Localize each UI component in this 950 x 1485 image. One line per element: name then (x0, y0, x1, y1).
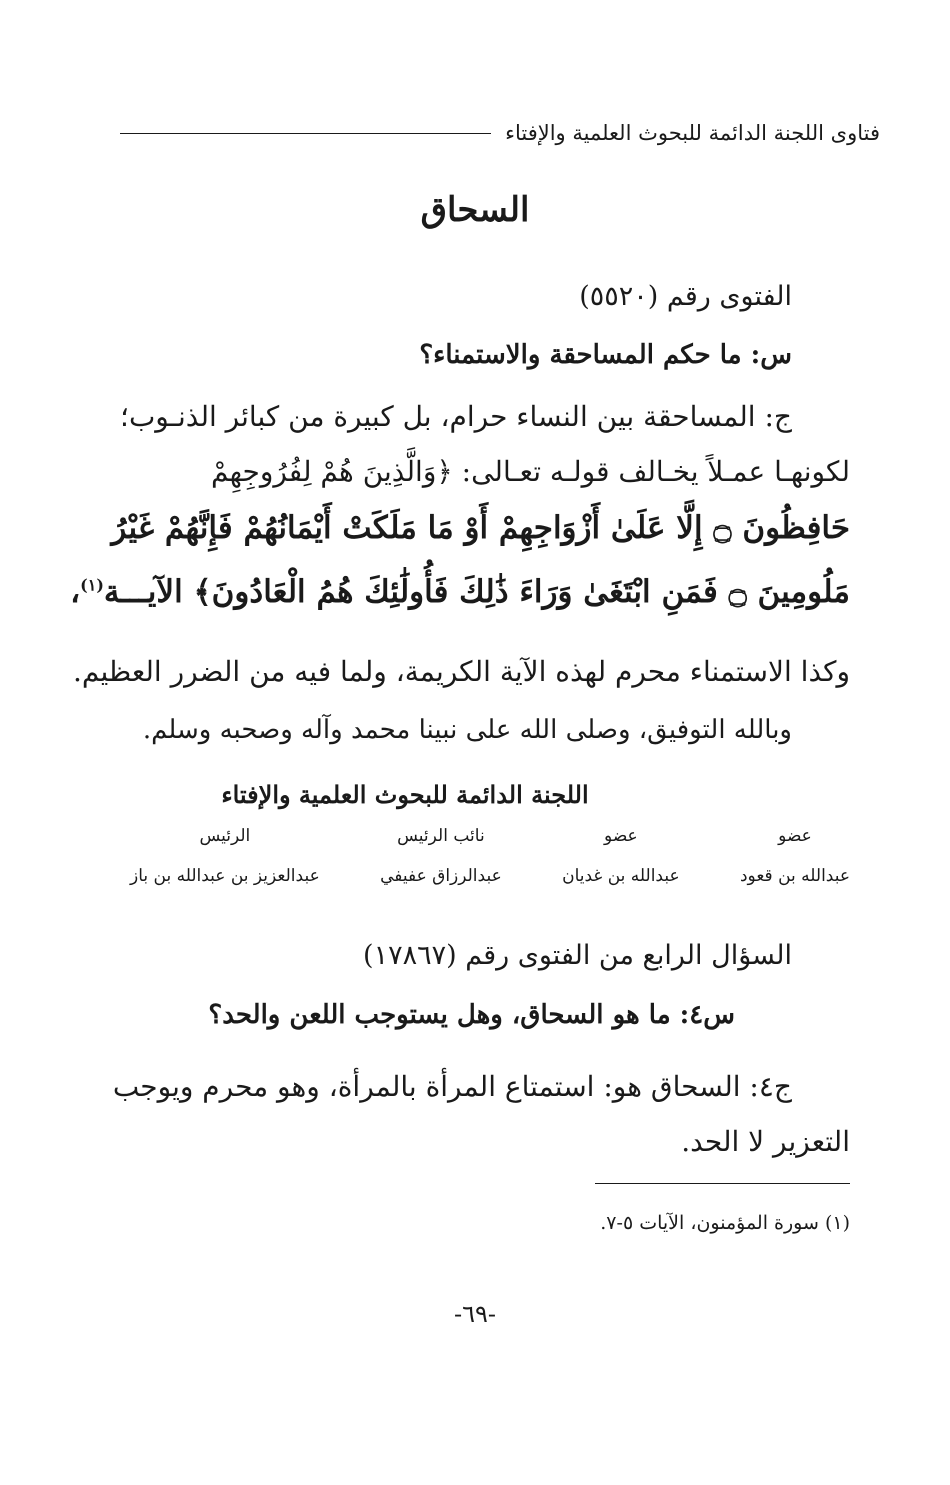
fatwa-number-label: الفتوى رقم (٥٥٢٠) (579, 281, 792, 312)
question-text: س: ما حكم المساحقة والاستمناء؟ (419, 340, 792, 370)
answer-line: لكونهـا عمـلاً يخـالف قولـه تعـالى: ﴿وَالَّذِينَ هُمْ لِفُرُوجِهِمْ (210, 455, 850, 488)
committee-name: اللجنة الدائمة للبحوث العلمية والإفتاء (221, 780, 589, 809)
signatory-name: عبدالعزيز بن عبدالله بن باز (130, 866, 320, 886)
quran-verse-text: مَلُومِينَ ۝ فَمَنِ ابْتَغَىٰ وَرَاءَ ذَٰلِكَ فَأُولَٰئِكَ هُمُ الْعَادُونَ﴾ الآيـــة (103, 574, 850, 610)
running-header (120, 118, 880, 148)
header-title: فتاوى اللجنة الدائمة للبحوث العلمية والإفتاء (505, 121, 880, 145)
signatory-name: عبدالله بن قعود (739, 866, 850, 886)
answer-line: التعزير لا الحد. (681, 1125, 850, 1158)
answer-line: ج٤: السحاق هو: استمتاع المرأة بالمرأة، وهو محرم ويوجب (112, 1070, 792, 1103)
header-rule (120, 133, 491, 134)
signatory-name: عبدالله بن غديان (562, 866, 680, 886)
signatory-role: الرئيس (199, 826, 251, 846)
footnote-marker: (١) (80, 575, 104, 595)
signatory (562, 826, 680, 886)
signatory-role: نائب الرئيس (397, 826, 485, 846)
answer-line: ج: المساحقة بين النساء حرام، بل كبيرة من كبائر الذنـوب؛ (120, 400, 792, 433)
footnote-rule (595, 1183, 850, 1184)
signatory-role: عضو (778, 826, 812, 846)
signatory (130, 826, 320, 886)
signatory-name: عبدالرزاق عفيفي (380, 866, 502, 886)
quran-verse-line: حَافِظُونَ ۝ إِلَّا عَلَىٰ أَزْوَاجِهِمْ أَوْ مَا مَلَكَتْ أَيْمَانُهُمْ فَإِنَّهُمْ غَيْرُ (111, 510, 850, 546)
page-number: -٦٩- (454, 1300, 496, 1328)
answer-line: وكذا الاستمناء محرم لهذه الآية الكريمة، ولما فيه من الضرر العظيم. (72, 655, 850, 688)
signatory (380, 826, 502, 886)
footnote-text: (١) سورة المؤمنون، الآيات ٥-٧. (600, 1212, 850, 1234)
quran-verse-line (70, 574, 850, 610)
signatory (740, 826, 850, 886)
signatories (130, 826, 850, 886)
question-text: س٤: ما هو السحاق، وهل يستوجب اللعن والحد؟ (208, 1000, 735, 1030)
fatwa-number-label: السؤال الرابع من الفتوى رقم (١٧٨٦٧) (363, 940, 792, 971)
punctuation: ، (70, 574, 81, 610)
signatory-role: عضو (604, 826, 638, 846)
closing-text: وبالله التوفيق، وصلى الله على نبينا محمد وآله وصحبه وسلم. (142, 715, 792, 745)
section-title: السحاق (420, 190, 530, 230)
